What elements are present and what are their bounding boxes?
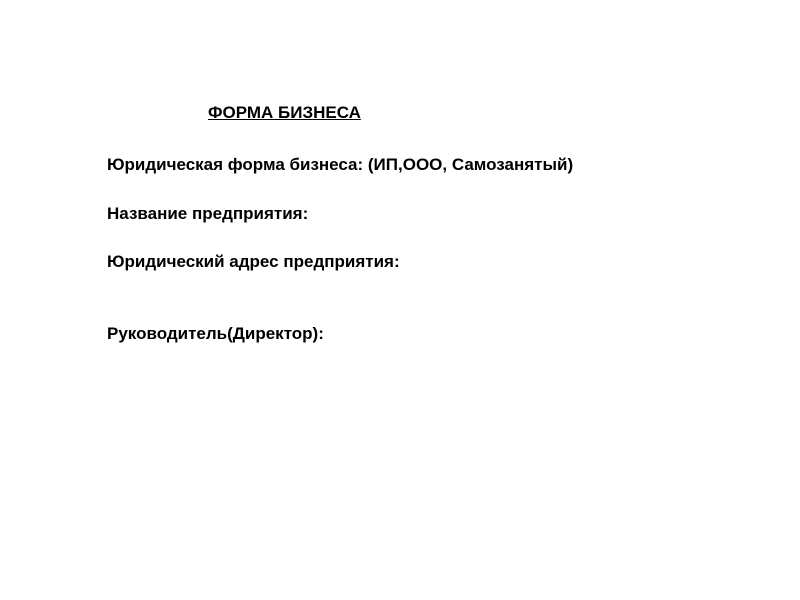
business-form-label: Юридическая форма бизнеса: (ИП,ООО, Самозанятый) bbox=[107, 155, 574, 174]
page-title: ФОРМА БИЗНЕСА bbox=[208, 103, 361, 122]
legal-address-label: Юридический адрес предприятия: bbox=[107, 252, 400, 271]
director-label: Руководитель(Директор): bbox=[107, 324, 324, 343]
company-name-label: Название предприятия: bbox=[107, 204, 309, 223]
